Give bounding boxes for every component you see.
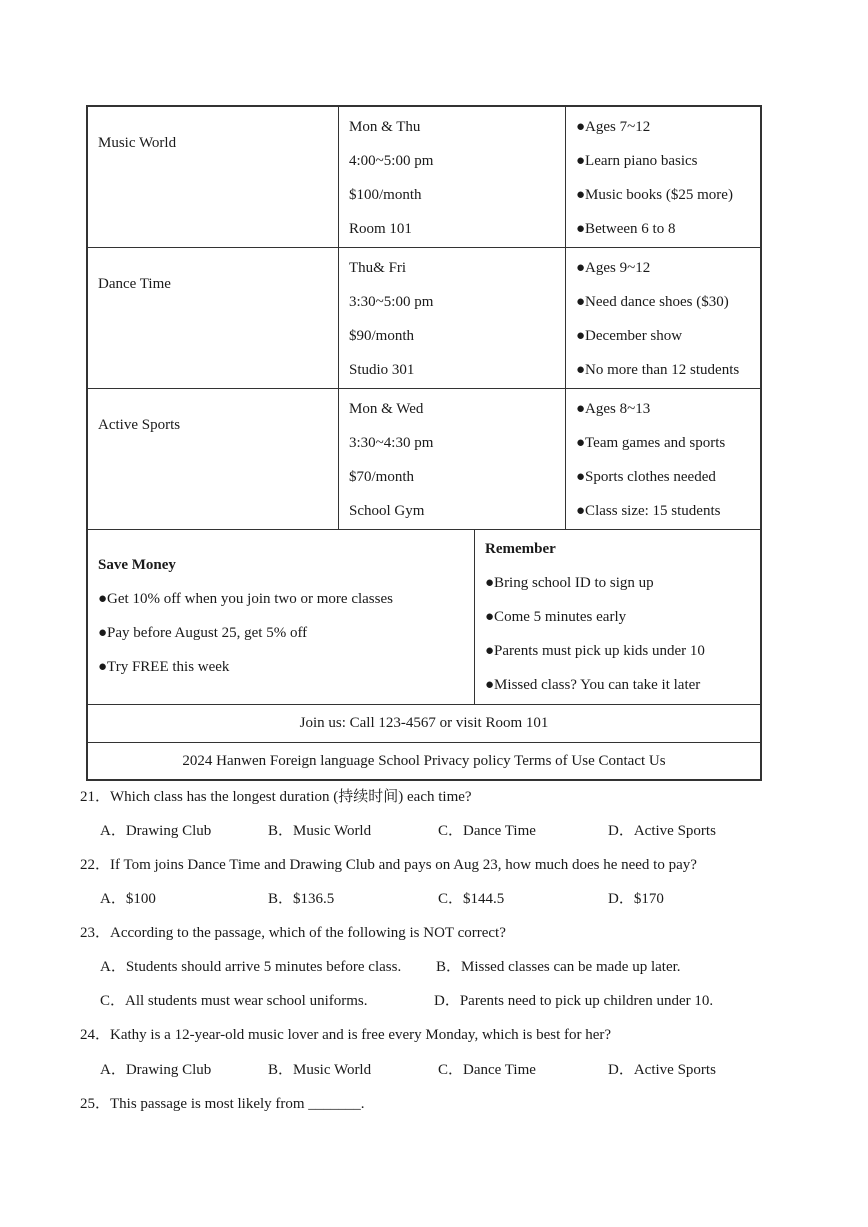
remember-item: ●Missed class? You can take it later bbox=[485, 677, 701, 693]
answer-option: C．Dance Time bbox=[438, 823, 536, 839]
answer-option: A．Drawing Club bbox=[100, 823, 212, 839]
join-info: Join us: Call 123-4567 or visit Room 101 bbox=[88, 705, 760, 743]
answer-option: C．Dance Time bbox=[438, 1062, 536, 1078]
schedule-line: 4:00~5:00 pm bbox=[349, 153, 434, 169]
remember-item: ●Parents must pick up kids under 10 bbox=[485, 643, 705, 659]
note-line: ●Music books ($25 more) bbox=[576, 187, 733, 203]
answer-option: B．Music World bbox=[268, 1062, 372, 1078]
class-notes bbox=[566, 107, 760, 247]
schedule-line: 3:30~5:00 pm bbox=[349, 294, 434, 310]
class-row bbox=[88, 248, 760, 389]
question-stem: 22．If Tom joins Dance Time and Drawing Club and pays on Aug 23, how much does he need to pay? bbox=[80, 857, 697, 873]
question-stem: 23．According to the passage, which of the following is NOT correct? bbox=[80, 925, 506, 941]
remember-box bbox=[475, 530, 760, 704]
note-line: ●Learn piano basics bbox=[576, 153, 698, 169]
note-line: ●Need dance shoes ($30) bbox=[576, 294, 729, 310]
schedule-line: Mon & Thu bbox=[349, 119, 421, 135]
schedule-line: Studio 301 bbox=[349, 362, 415, 378]
schedule-line: $70/month bbox=[349, 469, 415, 485]
answer-option: C．$144.5 bbox=[438, 891, 505, 907]
remember-item: ●Bring school ID to sign up bbox=[485, 575, 654, 591]
save-money-item: ●Try FREE this week bbox=[98, 659, 230, 675]
save-money-item: ●Get 10% off when you join two or more classes bbox=[98, 591, 393, 607]
class-notes bbox=[566, 248, 760, 388]
schedule-line: Mon & Wed bbox=[349, 401, 424, 417]
answer-option: B．Missed classes can be made up later. bbox=[436, 959, 681, 975]
question-stem: 21．Which class has the longest duration (持续时间) each time? bbox=[80, 789, 472, 805]
note-line: ●Class size: 15 students bbox=[576, 503, 721, 519]
schedule-line: $90/month bbox=[349, 328, 415, 344]
class-row bbox=[88, 107, 760, 248]
answer-option: A．$100 bbox=[100, 891, 156, 907]
save-money-item: ●Pay before August 25, get 5% off bbox=[98, 625, 308, 641]
note-line: ●Ages 7~12 bbox=[576, 119, 651, 135]
save-money-box bbox=[88, 530, 475, 704]
note-line: ●Team games and sports bbox=[576, 435, 726, 451]
answer-option: A．Drawing Club bbox=[100, 1062, 212, 1078]
note-line: ●Ages 9~12 bbox=[576, 260, 651, 276]
answer-option: D．Active Sports bbox=[608, 1062, 716, 1078]
schedule-line: Room 101 bbox=[349, 221, 412, 237]
class-schedule bbox=[339, 248, 566, 388]
note-line: ●Ages 8~13 bbox=[576, 401, 651, 417]
answer-option: A．Students should arrive 5 minutes before class. bbox=[100, 959, 402, 975]
answer-option: D．$170 bbox=[608, 891, 664, 907]
schedule-line: $100/month bbox=[349, 187, 422, 203]
save-money-title: Save Money bbox=[98, 557, 176, 573]
note-line: ●No more than 12 students bbox=[576, 362, 740, 378]
note-line: ●Between 6 to 8 bbox=[576, 221, 676, 237]
remember-item: ●Come 5 minutes early bbox=[485, 609, 627, 625]
schedule-line: School Gym bbox=[349, 503, 425, 519]
class-schedule bbox=[339, 389, 566, 529]
schedule-line: 3:30~4:30 pm bbox=[349, 435, 434, 451]
class-schedule bbox=[339, 107, 566, 247]
note-line: ●Sports clothes needed bbox=[576, 469, 716, 485]
answer-option: B．Music World bbox=[268, 823, 372, 839]
class-name: Dance Time bbox=[88, 248, 339, 388]
answer-option: B．$136.5 bbox=[268, 891, 335, 907]
question-stem: 25．This passage is most likely from _______. bbox=[80, 1096, 365, 1112]
class-info-table bbox=[86, 105, 762, 781]
remember-title: Remember bbox=[485, 541, 556, 557]
class-row bbox=[88, 389, 760, 530]
answer-option: D．Parents need to pick up children under 10. bbox=[434, 993, 714, 1009]
question-stem: 24．Kathy is a 12-year-old music lover and is free every Monday, which is best for her? bbox=[80, 1027, 612, 1043]
footer-text: 2024 Hanwen Foreign language School Privacy policy Terms of Use Contact Us bbox=[182, 753, 666, 769]
answer-option: C．All students must wear school uniforms. bbox=[100, 993, 368, 1009]
class-name: Active Sports bbox=[88, 389, 339, 529]
class-notes bbox=[566, 389, 760, 529]
schedule-line: Thu& Fri bbox=[349, 260, 407, 276]
note-line: ●December show bbox=[576, 328, 683, 344]
answer-option: D．Active Sports bbox=[608, 823, 716, 839]
tips-row bbox=[88, 530, 760, 705]
class-name: Music World bbox=[88, 107, 339, 247]
